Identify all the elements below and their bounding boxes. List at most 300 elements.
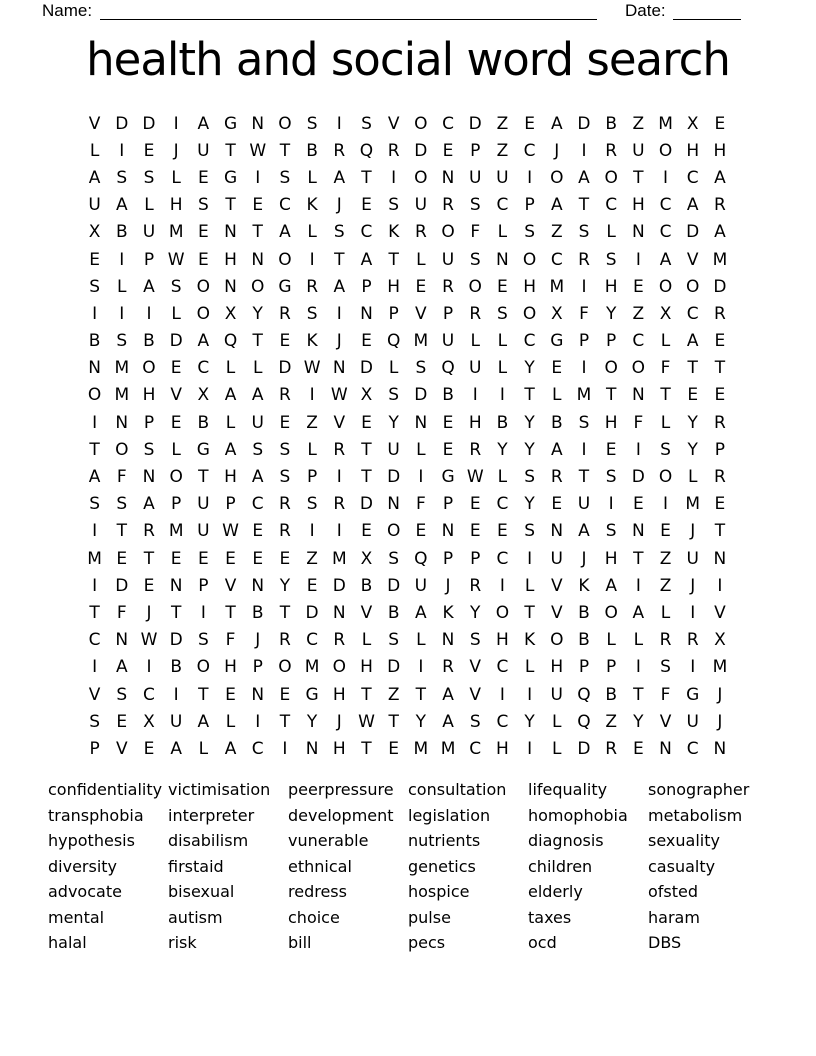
grid-cell: F (633, 412, 644, 433)
grid-cell: F (579, 303, 589, 324)
grid-cell: T (361, 167, 372, 188)
grid-cell: O (87, 385, 102, 406)
grid-cell: V (415, 303, 427, 324)
grid-cell: T (633, 548, 644, 569)
grid-cell: S (89, 494, 100, 515)
grid-cell: T (89, 602, 100, 623)
word-item: ofsted (648, 882, 699, 901)
grid-cell: G (223, 113, 238, 134)
word-item: victimisation (168, 780, 271, 799)
grid-cell: I (255, 167, 261, 188)
grid-cell: Y (524, 439, 535, 460)
grid-cell: P (470, 140, 481, 161)
grid-cell: D (332, 575, 346, 596)
page-title: health and social word search (86, 33, 730, 86)
grid-cell: S (605, 521, 617, 542)
grid-cell: I (635, 575, 641, 596)
grid-cell: I (336, 113, 342, 134)
grid-cell: J (717, 684, 723, 705)
grid-cell: H (142, 385, 156, 406)
grid-cell: E (497, 521, 508, 542)
grid-cell: O (278, 249, 292, 270)
grid-cell: O (169, 467, 183, 488)
grid-cell: O (251, 276, 265, 297)
word-item: homophobia (528, 805, 628, 825)
grid-cell: U (197, 494, 210, 515)
grid-cell: P (578, 331, 590, 352)
grid-cell: B (88, 331, 101, 352)
grid-cell: L (660, 412, 671, 433)
grid-cell: Z (306, 412, 318, 433)
grid-cell: R (469, 439, 482, 460)
grid-cell: I (336, 303, 342, 324)
grid-cell: T (334, 249, 345, 270)
grid-cell: M (168, 222, 184, 243)
grid-cell: S (361, 113, 372, 134)
grid-cell: Y (687, 412, 698, 433)
grid-cell: B (143, 331, 155, 352)
grid-cell: X (550, 303, 563, 324)
grid-cell: U (169, 711, 183, 732)
grid-cell: E (252, 548, 264, 569)
word-item: interpreter (168, 805, 255, 825)
grid-cell: I (717, 575, 723, 596)
grid-cell: K (524, 630, 536, 651)
grid-cell: Z (659, 575, 672, 596)
grid-cell: O (196, 276, 211, 297)
grid-cell: E (279, 548, 291, 569)
grid-cell: E (252, 195, 264, 216)
grid-cell: M (549, 276, 565, 297)
grid-cell: E (687, 385, 699, 406)
grid-cell: A (224, 385, 237, 406)
grid-cell: C (469, 738, 482, 759)
grid-cell: A (686, 331, 699, 352)
word-item: taxes (528, 907, 572, 927)
grid-cell: Z (387, 684, 400, 705)
grid-cell: U (468, 167, 482, 188)
grid-cell: S (578, 412, 590, 433)
grid-cell: E (415, 521, 427, 542)
grid-cell: Y (415, 711, 427, 732)
grid-cell: L (307, 167, 317, 188)
grid-cell: E (143, 140, 155, 161)
grid-cell: E (116, 711, 128, 732)
grid-cell: Z (496, 140, 509, 161)
word-item: development (288, 805, 394, 825)
grid-cell: I (635, 439, 641, 460)
grid-cell: S (469, 630, 481, 651)
grid-cell: V (170, 385, 182, 406)
grid-cell: I (92, 303, 98, 324)
grid-cell: G (686, 684, 700, 705)
grid-cell: H (496, 630, 509, 651)
word-item: sexuality (648, 831, 720, 850)
grid-cell: B (306, 140, 318, 161)
grid-cell: I (635, 657, 641, 678)
grid-cell: Z (605, 711, 617, 732)
grid-cell: H (604, 548, 618, 569)
name-fill-line (100, 19, 597, 20)
grid-cell: R (550, 467, 563, 488)
grid-cell: T (361, 738, 372, 759)
grid-cell: M (685, 494, 701, 515)
grid-cell: H (604, 412, 618, 433)
grid-cell: E (524, 113, 535, 134)
grid-cell: N (332, 602, 346, 623)
grid-cell: T (605, 385, 617, 406)
grid-cell: U (197, 521, 210, 542)
grid-cell: Z (632, 303, 645, 324)
grid-cell: N (360, 303, 373, 324)
grid-cell: A (686, 195, 699, 216)
grid-cell: B (578, 630, 590, 651)
grid-cell: L (660, 602, 671, 623)
grid-cell: A (360, 249, 373, 270)
grid-cell: T (252, 222, 263, 243)
grid-cell: L (552, 385, 562, 406)
grid-cell: I (499, 684, 505, 705)
grid-cell: N (224, 222, 237, 243)
grid-cell: I (663, 167, 669, 188)
word-column (168, 777, 288, 956)
grid-cell: I (635, 249, 641, 270)
grid-cell: A (88, 467, 101, 488)
grid-cell: U (468, 358, 482, 379)
grid-cell: L (552, 711, 562, 732)
grid-cell: T (225, 602, 236, 623)
grid-cell: D (631, 467, 645, 488)
grid-cell: T (279, 711, 291, 732)
grid-cell: T (252, 331, 263, 352)
grid-cell: X (197, 385, 210, 406)
grid-cell: D (115, 575, 129, 596)
grid-cell: O (142, 358, 156, 379)
grid-cell: T (198, 684, 209, 705)
word-item: genetics (408, 856, 476, 876)
grid-cell: Y (633, 711, 644, 732)
word-item: casualty (648, 856, 716, 876)
grid-cell: N (115, 412, 129, 433)
grid-cell: R (143, 521, 155, 542)
grid-cell: A (659, 249, 672, 270)
grid-cell: I (92, 657, 98, 678)
grid-cell: B (550, 412, 563, 433)
grid-cell: N (631, 385, 645, 406)
grid-cell: I (418, 657, 424, 678)
grid-cell: N (441, 630, 455, 651)
word-item: children (528, 856, 593, 876)
grid-cell: U (550, 548, 563, 569)
grid-cell: H (523, 276, 536, 297)
grid-cell: O (332, 657, 346, 678)
grid-cell: E (469, 521, 481, 542)
grid-cell: A (550, 439, 563, 460)
date-label: Date: (625, 1, 666, 20)
grid-cell: E (225, 684, 236, 705)
grid-cell: O (658, 276, 673, 297)
grid-cell: E (632, 738, 644, 759)
grid-cell: S (524, 467, 535, 488)
grid-cell: O (115, 439, 129, 460)
grid-cell: O (522, 303, 537, 324)
grid-cell: T (524, 602, 535, 623)
grid-cell: L (225, 358, 236, 379)
word-item: ocd (528, 933, 557, 952)
grid-cell: L (117, 276, 127, 297)
grid-cell: W (249, 140, 267, 161)
grid-cell: H (550, 657, 564, 678)
grid-cell: T (388, 249, 399, 270)
grid-cell: S (116, 167, 128, 188)
grid-cell: U (496, 167, 509, 188)
grid-cell: Q (577, 684, 591, 705)
grid-cell: V (659, 711, 672, 732)
grid-cell: B (360, 575, 373, 596)
grid-cell: O (414, 167, 428, 188)
grid-cell: K (306, 331, 318, 352)
grid-cell: E (170, 412, 182, 433)
word-item: peerpressure (288, 780, 394, 799)
grid-cell: V (550, 575, 563, 596)
grid-cell: I (581, 439, 587, 460)
grid-cell: R (333, 439, 346, 460)
grid-cell: M (413, 738, 429, 759)
grid-cell: I (499, 385, 505, 406)
grid-cell: H (224, 467, 237, 488)
grid-cell: E (89, 249, 100, 270)
grid-cell: H (496, 738, 509, 759)
word-item: DBS (648, 933, 682, 952)
grid-cell: A (333, 167, 346, 188)
word-column (48, 777, 168, 956)
grid-cell: N (631, 222, 645, 243)
grid-cell: A (333, 276, 346, 297)
grid-cell: Z (550, 222, 563, 243)
grid-cell: B (251, 602, 264, 623)
word-item: nutrients (408, 831, 481, 850)
grid-cell: A (714, 167, 726, 188)
grid-cell: A (143, 276, 155, 297)
grid-cell: L (171, 439, 181, 460)
grid-cell: S (388, 630, 400, 651)
grid-cell: T (143, 548, 155, 569)
grid-cell: R (469, 303, 482, 324)
grid-cell: I (173, 113, 179, 134)
grid-cell: J (255, 630, 261, 651)
grid-cell: C (442, 113, 454, 134)
grid-cell: A (578, 167, 590, 188)
grid-cell: G (196, 439, 210, 460)
grid-cell: C (496, 195, 509, 216)
word-item: sonographer (648, 780, 750, 799)
grid-cell: E (143, 738, 155, 759)
grid-cell: N (251, 113, 265, 134)
grid-cell: M (331, 548, 347, 569)
grid-cell: L (497, 467, 508, 488)
grid-cell: O (522, 249, 537, 270)
grid-cell: E (306, 575, 318, 596)
grid-cell: O (686, 276, 700, 297)
grid-cell: V (360, 602, 373, 623)
grid-cell: Y (524, 494, 535, 515)
grid-cell: N (631, 521, 645, 542)
word-item: vunerable (288, 831, 369, 850)
grid-cell: V (387, 113, 400, 134)
grid-cell: A (224, 439, 237, 460)
grid-cell: E (252, 521, 264, 542)
grid-cell: D (115, 113, 129, 134)
grid-cell: R (279, 494, 291, 515)
grid-cell: R (279, 521, 291, 542)
word-item: risk (168, 933, 197, 952)
grid-cell: S (497, 303, 508, 324)
grid-cell: X (143, 711, 155, 732)
grid-cell: P (306, 467, 318, 488)
grid-cell: N (659, 738, 672, 759)
grid-cell: R (442, 657, 454, 678)
word-item: haram (648, 907, 700, 927)
grid-cell: R (387, 140, 400, 161)
grid-cell: T (116, 521, 127, 542)
grid-cell: R (659, 630, 672, 651)
grid-cell: T (687, 358, 698, 379)
grid-cell: M (114, 385, 130, 406)
grid-cell: I (92, 575, 98, 596)
grid-cell: W (167, 249, 185, 270)
grid-cell: G (278, 276, 292, 297)
grid-cell: R (279, 385, 291, 406)
grid-cell: S (89, 276, 100, 297)
grid-cell: L (497, 222, 508, 243)
grid-cell: C (523, 331, 536, 352)
grid-cell: L (252, 358, 263, 379)
grid-cell: H (224, 657, 237, 678)
grid-cell: R (605, 738, 618, 759)
grid-cell: S (170, 276, 182, 297)
grid-cell: I (119, 140, 125, 161)
grid-cell: T (633, 167, 644, 188)
grid-cell: E (632, 494, 644, 515)
grid-cell: T (524, 385, 535, 406)
grid-cell: M (712, 249, 728, 270)
grid-cell: D (142, 113, 156, 134)
grid-cell: O (631, 358, 646, 379)
grid-cell: E (714, 385, 726, 406)
grid-cell: F (470, 222, 481, 243)
grid-cell: E (605, 439, 617, 460)
grid-cell: L (497, 331, 508, 352)
grid-cell: W (330, 385, 348, 406)
grid-cell: U (441, 331, 455, 352)
grid-cell: P (143, 249, 155, 270)
grid-cell: N (713, 738, 727, 759)
grid-cell: E (170, 548, 182, 569)
grid-cell: A (442, 684, 454, 705)
grid-cell: C (278, 195, 291, 216)
grid-cell: E (442, 140, 454, 161)
grid-cell: R (333, 494, 346, 515)
grid-cell: E (714, 331, 726, 352)
grid-cell: B (197, 412, 210, 433)
grid-cell: D (713, 276, 727, 297)
grid-cell: L (470, 331, 480, 352)
grid-cell: M (658, 113, 673, 134)
grid-cell: C (523, 140, 536, 161)
grid-cell: O (278, 113, 292, 134)
grid-cell: R (714, 467, 726, 488)
grid-cell: S (660, 439, 671, 460)
grid-cell: A (170, 738, 182, 759)
grid-cell: P (606, 331, 617, 352)
grid-cell: L (388, 358, 399, 379)
grid-cell: S (388, 385, 400, 406)
grid-cell: I (336, 467, 342, 488)
grid-cell: M (87, 548, 102, 569)
grid-cell: F (415, 494, 426, 515)
grid-cell: J (445, 575, 451, 596)
grid-cell: E (279, 412, 291, 433)
grid-cell: X (360, 385, 373, 406)
grid-cell: I (92, 521, 98, 542)
grid-cell: I (527, 684, 533, 705)
grid-cell: N (550, 521, 564, 542)
grid-cell: I (527, 548, 533, 569)
grid-cell: S (388, 195, 400, 216)
grid-cell: I (581, 276, 587, 297)
grid-cell: R (714, 195, 726, 216)
word-item: bill (288, 933, 312, 952)
grid-cell: S (306, 303, 318, 324)
grid-cell: O (468, 276, 482, 297)
grid-cell: I (527, 167, 533, 188)
grid-cell: Y (497, 439, 508, 460)
grid-cell: W (466, 467, 484, 488)
grid-cell: I (255, 711, 261, 732)
grid-cell: J (146, 602, 152, 623)
grid-cell: Z (632, 113, 645, 134)
grid-cell: D (169, 630, 183, 651)
grid-cell: N (713, 548, 727, 569)
grid-cell: H (360, 657, 373, 678)
grid-cell: H (604, 276, 618, 297)
grid-cell: S (469, 195, 481, 216)
grid-cell: N (115, 630, 129, 651)
grid-cell: V (550, 602, 563, 623)
grid-cell: S (388, 548, 400, 569)
grid-cell: J (690, 521, 696, 542)
grid-cell: I (309, 249, 315, 270)
grid-cell: K (442, 602, 454, 623)
grid-cell: P (442, 303, 454, 324)
grid-cell: Q (441, 358, 455, 379)
grid-cell: S (605, 467, 617, 488)
grid-cell: E (361, 331, 372, 352)
grid-cell: O (495, 602, 510, 623)
grid-cell: I (200, 602, 206, 623)
grid-cell: X (360, 548, 373, 569)
grid-cell: L (660, 331, 671, 352)
grid-cell: L (633, 630, 644, 651)
grid-cell: N (88, 358, 101, 379)
grid-cell: I (581, 358, 587, 379)
word-item: diagnosis (528, 831, 604, 850)
word-item: mental (48, 907, 105, 927)
grid-cell: U (632, 140, 645, 161)
grid-cell: M (304, 657, 320, 678)
grid-cell: T (660, 385, 671, 406)
grid-cell: E (714, 113, 726, 134)
